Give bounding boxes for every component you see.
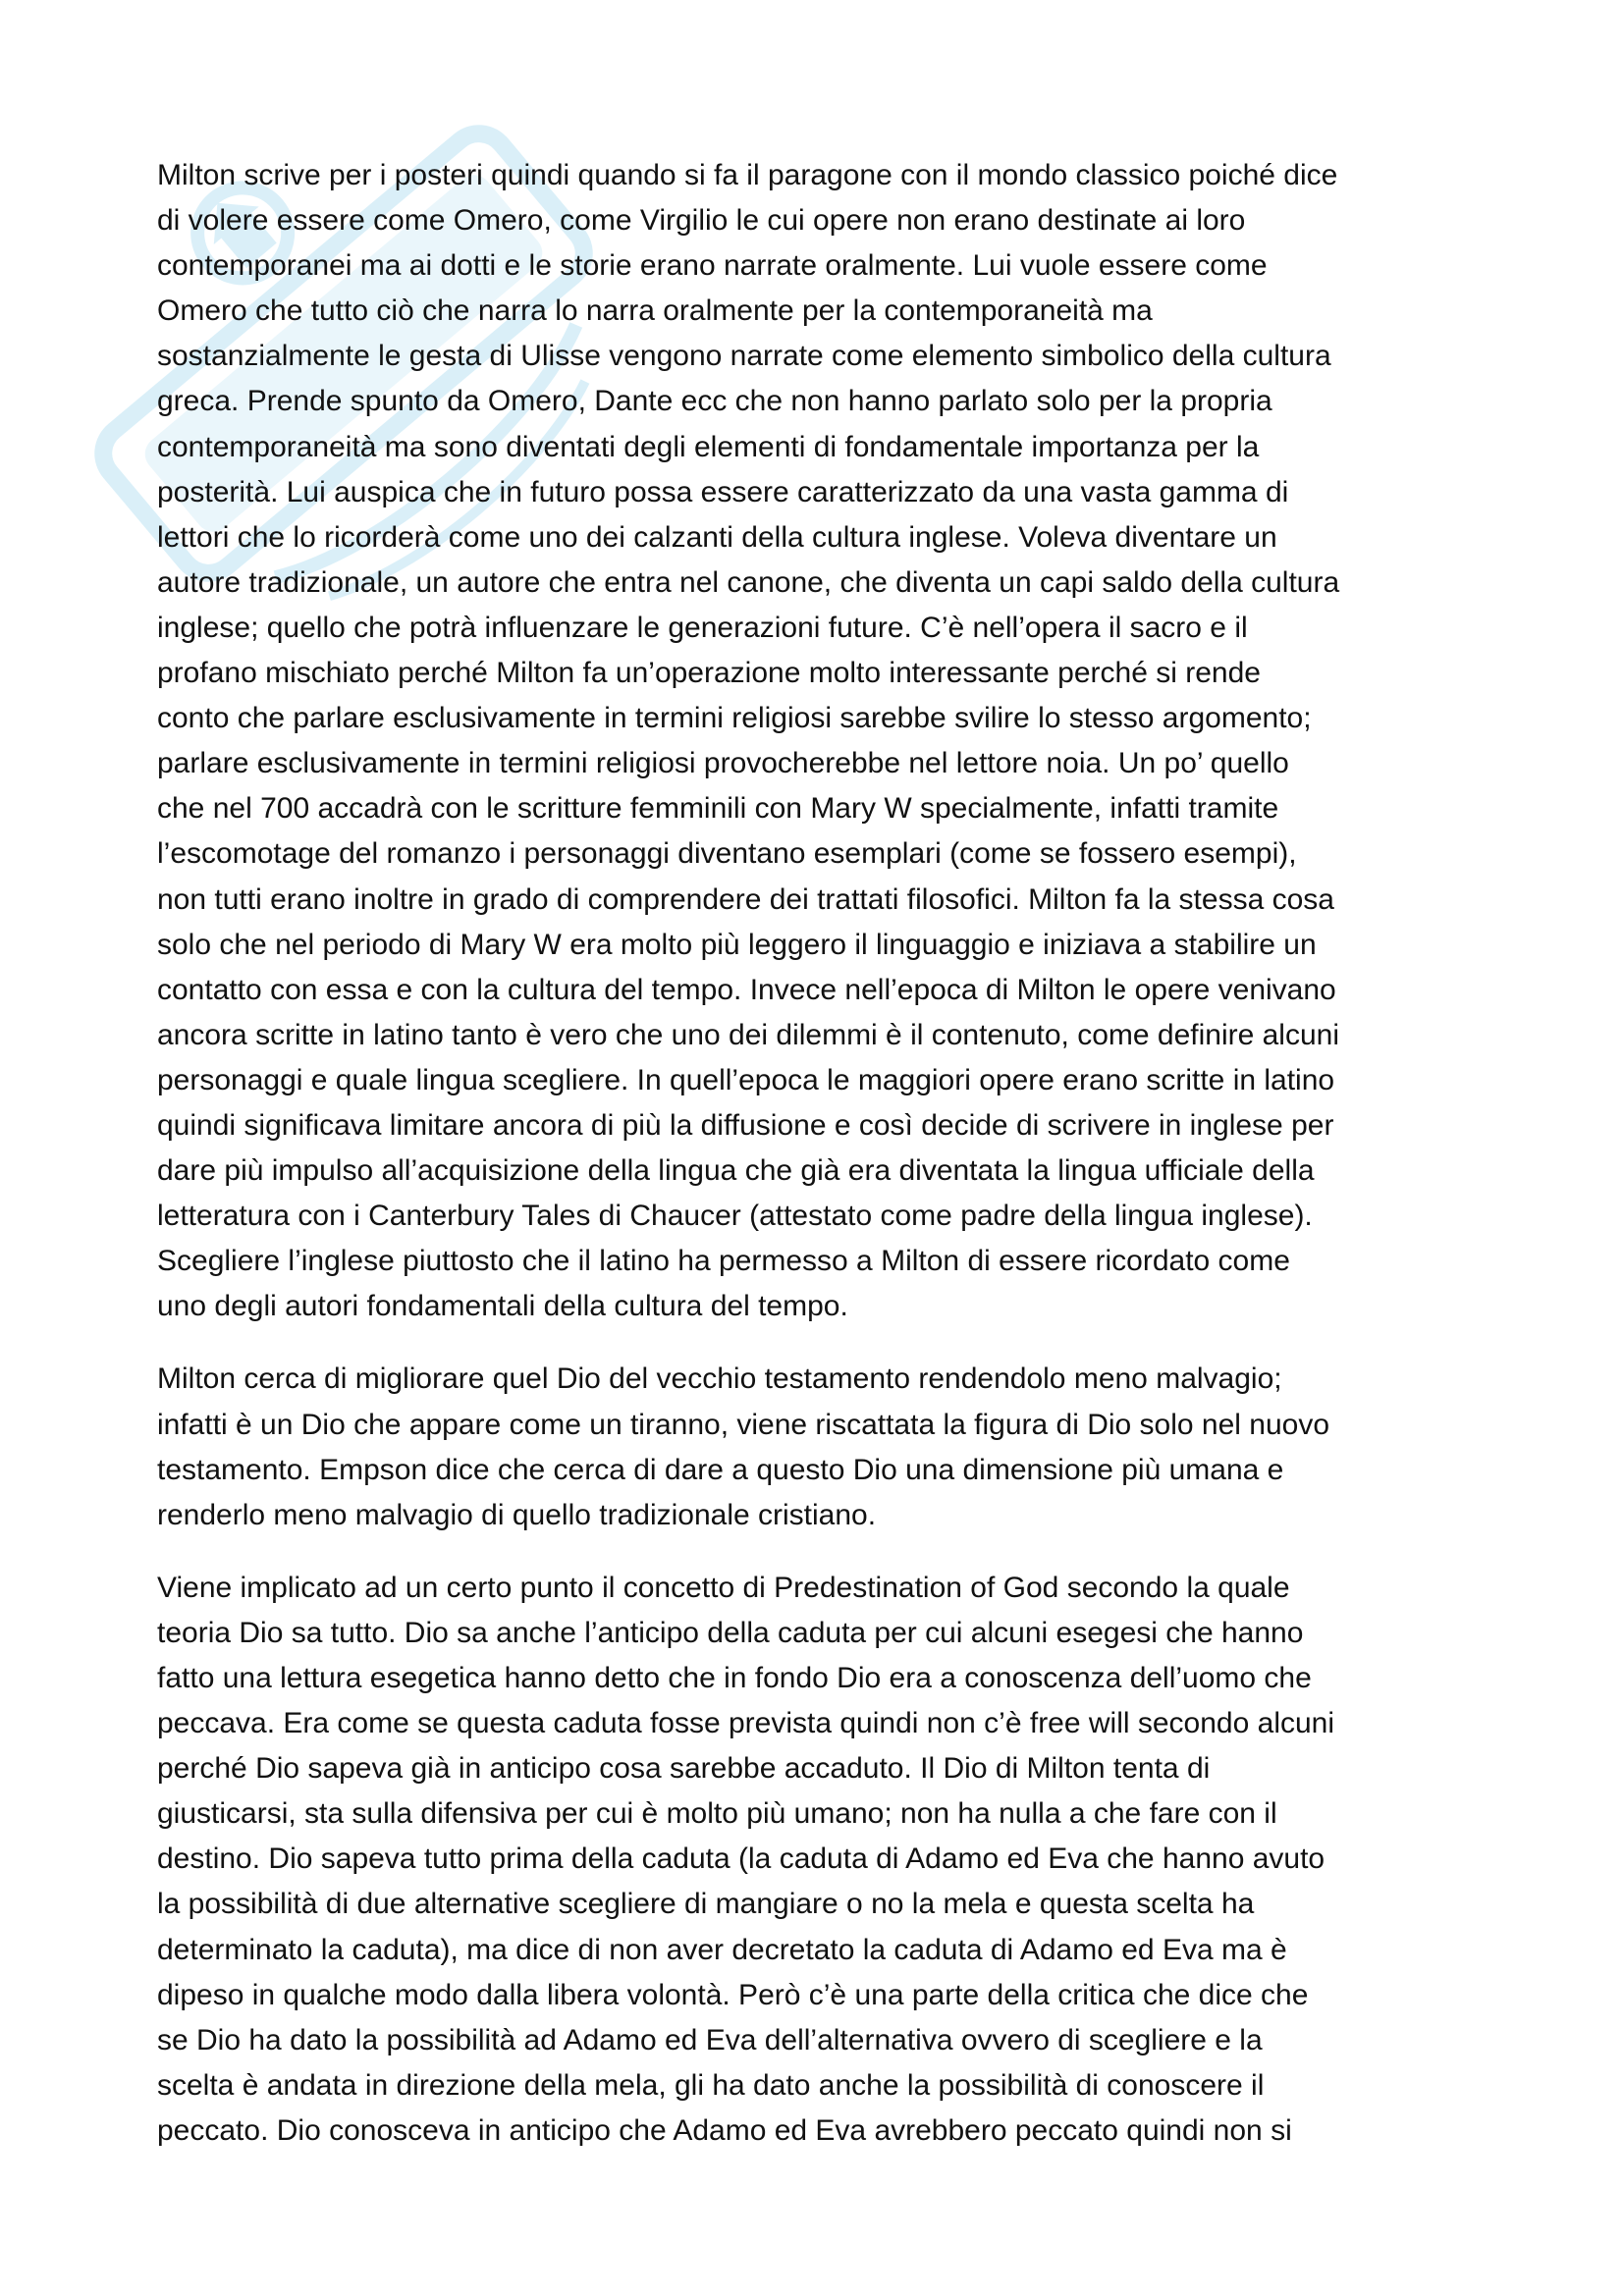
text-line: uno degli autori fondamentali della cultura del tempo. bbox=[157, 1290, 848, 1323]
text-line: parlare esclusivamente in termini religiosi provocherebbe nel lettore noia. Un po’ quello bbox=[157, 747, 1289, 780]
text-line: renderlo meno malvagio di quello tradizionale cristiano. bbox=[157, 1498, 877, 1531]
text-line: dare più impulso all’acquisizione della lingua che già era diventata la lingua ufficiale della bbox=[157, 1154, 1315, 1188]
text-line: perché Dio sapeva già in anticipo cosa sarebbe accaduto. Il Dio di Milton tenta di bbox=[157, 1752, 1211, 1786]
text-line: fatto una lettura esegetica hanno detto che in fondo Dio era a conoscenza dell’uomo che bbox=[157, 1662, 1312, 1694]
text-line: autore tradizionale, un autore che entra nel canone, che diventa un capi saldo della cultura bbox=[157, 565, 1340, 599]
text-line: lettori che lo ricorderà come uno dei calzanti della cultura inglese. Voleva diventare un bbox=[157, 520, 1277, 554]
text-line: Milton scrive per i posteri quindi quando si fa il paragone con il mondo classico poiché dice bbox=[157, 159, 1338, 191]
document-body bbox=[157, 153, 1478, 2181]
text-line: testamento. Empson dice che cerca di dare a questo Dio una dimensione più umana e bbox=[157, 1453, 1284, 1486]
text-line: solo che nel periodo di Mary W era molto più leggero il linguaggio e iniziava a stabilire un bbox=[157, 928, 1317, 961]
text-line: contemporaneità ma sono diventati degli elementi di fondamentale importanza per la bbox=[157, 430, 1260, 463]
text-line: posterità. Lui auspica che in futuro possa essere caratterizzato da una vasta gamma di bbox=[157, 475, 1289, 508]
text-line: Omero che tutto ciò che narra lo narra oralmente per la contemporaneità ma bbox=[157, 294, 1153, 328]
text-line: Scegliere l’inglese piuttosto che il latino ha permesso a Milton di essere ricordato come bbox=[157, 1245, 1290, 1278]
text-line: personaggi e quale lingua scegliere. In quell’epoca le maggiori opere erano scritte in latino bbox=[157, 1063, 1335, 1096]
text-line: teoria Dio sa tutto. Dio sa anche l’anticipo della caduta per cui alcuni esegesi che hanno bbox=[157, 1616, 1304, 1649]
text-line: greca. Prende spunto da Omero, Dante ecc che non hanno parlato solo per la propria bbox=[157, 385, 1272, 418]
text-line: contatto con essa e con la cultura del tempo. Invece nell’epoca di Milton le opere venivano bbox=[157, 973, 1336, 1006]
text-line: scelta è andata in direzione della mela, gli ha dato anche la possibilità di conoscere il bbox=[157, 2068, 1265, 2102]
paragraph bbox=[157, 153, 1478, 1329]
text-line: giusticarsi, sta sulla difensiva per cui è molto più umano; non ha nulla a che fare con il bbox=[157, 1797, 1277, 1831]
text-line: letteratura con i Canterbury Tales di Chaucer (attestato come padre della lingua inglese). bbox=[157, 1200, 1313, 1233]
text-line: l’escomotage del romanzo i personaggi diventano esemplari (come se fossero esempi), bbox=[157, 837, 1297, 871]
text-line: infatti è un Dio che appare come un tiranno, viene riscattata la figura di Dio solo nel nuovo bbox=[157, 1408, 1330, 1441]
text-line: se Dio ha dato la possibilità ad Adamo ed Eva dell’alternativa ovvero di scegliere e la bbox=[157, 2023, 1263, 2056]
text-line: conto che parlare esclusivamente in termini religiosi sarebbe svilire lo stesso argomento; bbox=[157, 702, 1312, 735]
text-line: di volere essere come Omero, come Virgilio le cui opere non erano destinate ai loro bbox=[157, 204, 1246, 238]
text-line: non tutti erano inoltre in grado di comprendere dei trattati filosofici. Milton fa la stessa cosa bbox=[157, 882, 1334, 916]
paragraph bbox=[157, 1357, 1478, 1537]
text-line: peccato. Dio conosceva in anticipo che Adamo ed Eva avrebbero peccato quindi non si bbox=[157, 2113, 1292, 2147]
text-line: dipeso in qualche modo dalla libera volontà. Però c’è una parte della critica che dice che bbox=[157, 1978, 1309, 2011]
text-line: destino. Dio sapeva tutto prima della caduta (la caduta di Adamo ed Eva che hanno avuto bbox=[157, 1842, 1325, 1876]
text-line: profano mischiato perché Milton fa un’operazione molto interessante perché si rende bbox=[157, 657, 1261, 690]
text-line: quindi significava limitare ancora di più la diffusione e così decide di scrivere in inglese per bbox=[157, 1108, 1334, 1142]
text-line: peccava. Era come se questa caduta fosse prevista quindi non c’è free will secondo alcuni bbox=[157, 1707, 1335, 1740]
text-line: determinato la caduta), ma dice di non aver decretato la caduta di Adamo ed Eva ma è bbox=[157, 1933, 1287, 1966]
text-line: Viene implicato ad un certo punto il concetto di Predestination of God secondo la quale bbox=[157, 1571, 1290, 1604]
text-line: ancora scritte in latino tanto è vero che uno dei dilemmi è il contenuto, come definire alcuni bbox=[157, 1018, 1339, 1051]
text-line: Milton cerca di migliorare quel Dio del vecchio testamento rendendolo meno malvagio; bbox=[157, 1362, 1282, 1396]
text-line: sostanzialmente le gesta di Ulisse vengono narrate come elemento simbolico della cultura bbox=[157, 340, 1331, 373]
text-line: inglese; quello che potrà influenzare le generazioni future. C’è nell’opera il sacro e il bbox=[157, 611, 1248, 644]
text-line: la possibilità di due alternative scegliere di mangiare o no la mela e questa scelta ha bbox=[157, 1888, 1255, 1921]
text-line: contemporanei ma ai dotti e le storie erano narrate oralmente. Lui vuole essere come bbox=[157, 249, 1268, 283]
paragraph bbox=[157, 1566, 1478, 2154]
text-line: che nel 700 accadrà con le scritture femminili con Mary W specialmente, infatti tramite bbox=[157, 792, 1279, 826]
